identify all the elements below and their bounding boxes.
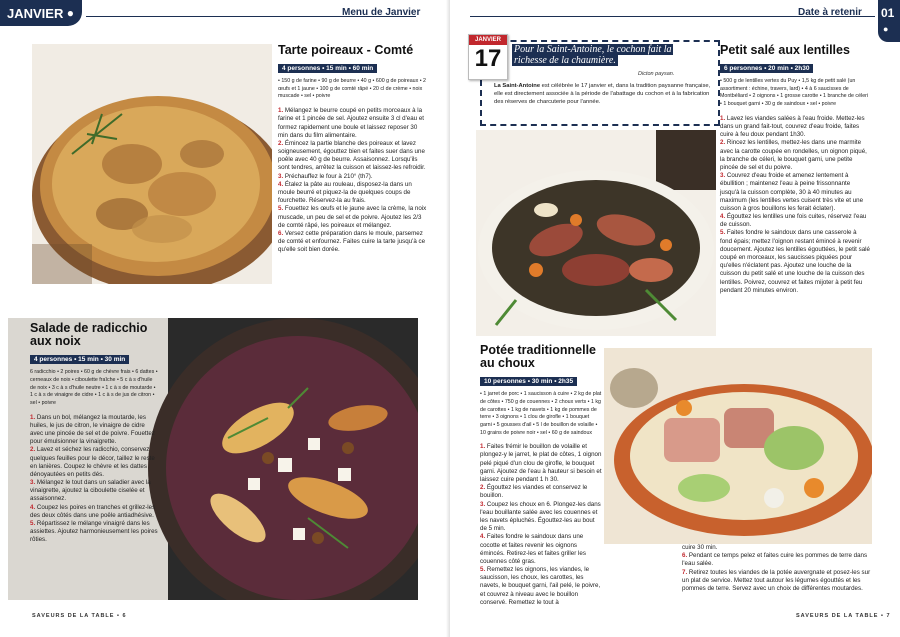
pot-icon: ● xyxy=(66,6,74,20)
ingredients: • 150 g de farine • 90 g de beurre • 40 g • 600 g de poireaux • 2 œufs et 1 jaune • 100 g de comté râpé • 20 cl de crème • noix muscade • sel • poivre xyxy=(278,78,426,100)
photo-petit-sale-lentilles xyxy=(476,130,716,336)
recipe-step xyxy=(278,107,428,140)
step-number: 4. xyxy=(30,503,37,511)
recipe-step xyxy=(30,520,158,545)
step-number: 2. xyxy=(480,484,487,492)
page-tab-label: 01 xyxy=(881,6,895,20)
recipe-step xyxy=(480,566,602,607)
step-text: Dans un bol, mélangez la moutarde, les huiles, le jus de citron, le vinaigre de cidre avec une pincée de sel et de poivre. Fouettez pour émulsionner la vinaigrette. xyxy=(30,413,155,446)
recipe-step xyxy=(278,230,428,255)
pot-icon: ● xyxy=(883,24,889,34)
tarte-illustration xyxy=(32,44,272,284)
step-number: 2. xyxy=(278,139,285,147)
recipe-step xyxy=(30,504,158,520)
recipe-step xyxy=(682,544,874,552)
recipe-step xyxy=(278,181,428,206)
step-number: 4. xyxy=(720,213,727,221)
step-number: 3. xyxy=(30,479,37,487)
step-text: Remettez les oignons, les viandes, le saucisson, les choux, les carottes, les navets, le bouquet garni, l'ail pelé, le poivre, et couvrez à niveau avec le bouillon conservé. Remettez le tout à xyxy=(480,566,601,606)
recipe-step xyxy=(720,115,870,140)
step-text: Coupez les poires en tranches et grillez-les des deux côtés dans une poêle antiadhésive. xyxy=(30,503,156,519)
petit-sale-illustration xyxy=(476,130,716,336)
step-text: Rincez les lentilles, mettez-les dans une marmite avec la carotte coupée en rondelles, un oignon piqué, la branche de céleri, le bouquet garni, une petite pincée de sel et du poivre. xyxy=(720,139,867,171)
right-page xyxy=(450,0,900,637)
recipe-step xyxy=(480,484,602,500)
recipe-steps xyxy=(480,443,602,607)
step-number: 4. xyxy=(278,180,285,188)
recipe-step xyxy=(30,446,158,479)
calendar-day: 17 xyxy=(474,45,502,72)
step-text: Faites fondre le saindoux dans une cocotte et faites revenir les oignons émincés. Retirez-les et faites griller les couennes côté gras. xyxy=(480,533,586,565)
recipe-steps xyxy=(278,107,428,254)
recipe-petit-sale xyxy=(720,44,870,295)
step-number: 5. xyxy=(720,229,727,237)
step-text: cuire 30 min. xyxy=(682,544,718,551)
step-number: 2. xyxy=(720,139,727,147)
month-tab-label: JANVIER xyxy=(7,6,64,21)
step-text: Répartissez le mélange vinaigré dans les assiettes. Ajoutez harmonieusement les poires rôties. xyxy=(30,520,158,544)
step-number: 1. xyxy=(278,107,285,115)
recipe-title: Potée traditionnelle au choux xyxy=(480,343,596,371)
recipe-meta-badge: 10 personnes • 30 min • 2h35 xyxy=(480,377,577,386)
saint-antoine-bold: La Saint-Antoine xyxy=(494,83,541,89)
step-number: 3. xyxy=(720,172,727,180)
recipe-step xyxy=(682,569,874,594)
step-text: Coupez les choux en 6. Plongez-les dans l'eau bouillante salée avec les couennes et les navets épluchés. Égouttez-les au bout de 5 min. xyxy=(480,500,601,533)
recipe-step xyxy=(720,213,870,229)
recipe-meta-badge: 6 personnes • 20 min • 2h30 xyxy=(720,64,813,73)
step-text: Couvrez d'eau froide et amenez lentement à ébullition ; maintenez l'eau à peine frissonnante jusqu'à la cuisson complète, 30 à 40 minutes au maximum (les lentilles vertes cuisent très vite et une cuisson à gros bouillons les ferait éclater). xyxy=(720,172,864,212)
recipe-potee xyxy=(480,344,602,607)
page-tab xyxy=(878,0,900,42)
month-tab xyxy=(0,0,82,26)
dicton-credit: Dicton paysan. xyxy=(638,71,675,77)
step-number: 1. xyxy=(30,413,37,421)
step-number: 3. xyxy=(278,172,285,180)
dicton-line-1: Pour la Saint-Antoine, le cochon fait la xyxy=(514,44,672,55)
recipe-step xyxy=(480,443,602,484)
step-number: 1. xyxy=(480,443,487,451)
recipe-step xyxy=(480,533,602,566)
step-text: Versez cette préparation dans le moule, parsemez de comté et enfournez. Faites cuire la tarte jusqu'à ce qu'elle soit bien dorée. xyxy=(278,229,426,254)
saint-antoine-body: est célébrée le 17 janvier et, dans la tradition paysanne française, elle est directement associée à la période de l'abattage du cochon et à la fabrication des réserves de charcuterie pour l'année. xyxy=(494,83,711,105)
recipe-step xyxy=(30,414,158,447)
calendar-icon xyxy=(468,34,508,80)
recipe-title: Petit salé aux lentilles xyxy=(720,43,850,57)
recipe-title: Tarte poireaux - Comté xyxy=(278,43,414,57)
step-text: Préchauffez le four à 210° (th7). xyxy=(284,172,373,180)
step-text: Fouettez les œufs et le jaune avec la crème, la noix muscade, un peu de sel et de poivre. Ajoutez les 2/3 de comté râpé, les poireaux et mélangez. xyxy=(278,205,427,229)
step-number: 5. xyxy=(480,566,487,574)
step-number: 6. xyxy=(682,552,689,560)
step-number: 6. xyxy=(278,229,285,237)
step-text: Égouttez les lentilles une fois cuites, réservez l'eau de cuisson. xyxy=(720,213,867,229)
photo-tarte-poireaux xyxy=(32,44,272,284)
step-number: 3. xyxy=(480,500,487,508)
step-text: Retirez toutes les viandes de la potée auvergnate et posez-les sur un plat de service. Mettez tout autour les légumes égouttés et les pommes de terre. Servez avec un choix de différentes moutardes. xyxy=(682,568,871,592)
photo-potee-choux xyxy=(604,348,872,544)
recipe-step xyxy=(278,205,428,230)
saint-antoine-text xyxy=(494,83,714,106)
recipe-step xyxy=(720,139,870,172)
recipe-tarte xyxy=(278,44,428,255)
dicton-line-2: richesse de la chaumière. xyxy=(514,55,616,66)
recipe-salade xyxy=(30,322,158,545)
step-text: Mélangez le beurre coupé en petits morceaux à la farine et 1 pincée de sel. Ajoutez ensuite 3 cl d'eau et formez rapidement une boule et laissez reposer 30 min dans du film alimentaire. xyxy=(278,107,424,139)
step-text: Égouttez les viandes et conservez le bouillon. xyxy=(480,484,588,500)
step-text: Pendant ce temps pelez et faites cuire les pommes de terre dans l'eau salée. xyxy=(682,552,868,568)
step-number: 4. xyxy=(480,533,487,541)
recipe-step xyxy=(480,501,602,534)
recipe-step xyxy=(278,173,428,181)
step-text: Lavez et séchez les radicchio, conservez quelques feuilles pour le décor, taillez le reste en lanières. Coupez le chèvre et les dattes dénoyautées en petits dés. xyxy=(30,446,155,478)
step-text: Lavez les viandes salées à l'eau froide. Mettez-les dans un grand fait-tout, couvrez d'eau froide, faites cuire à feu doux pendant 1h30. xyxy=(720,114,865,139)
ingredients: • 500 g de lentilles vertes du Puy • 1,5 kg de petit salé (un assortiment : échine, travers, lard) • 4 à 6 saucisses de Montbéliard • 2 oignons • 1 grosse carotte • 1 branche de céleri • 1 bouquet garni • 30 g de saindoux • sel • poivre xyxy=(720,78,869,108)
left-header-title: Menu de Janvier xyxy=(342,7,421,18)
footer-right: SAVEURS DE LA TABLE • 7 xyxy=(796,613,891,619)
recipe-steps xyxy=(720,115,870,295)
dicton-quote xyxy=(512,44,712,66)
recipe-step xyxy=(30,479,158,504)
recipe-meta-badge: 4 personnes • 15 min • 30 min xyxy=(30,355,129,364)
recipe-step xyxy=(720,172,870,213)
calendar-month: JANVIER xyxy=(469,35,507,45)
step-text: Faites frémir le bouillon de volaille et plongez-y le jarret, le plat de côtes, 1 oignon pelé piqué d'un clou de girofle, le bouquet garni. Ajoutez de l'eau à hauteur si besoin et laissez cuire pendant 1 h 30. xyxy=(480,443,602,484)
step-text: Faites fondre le saindoux dans une casserole à fond épais; mettez l'oignon restant émincé à revenir doucement. Ajoutez les lentilles égouttées, le petit salé coupé en morceaux, les saucisses piquées pour qu'elles n'éclatent pas. Ajoutez une louche de la cuisson du petit salé et une louche de la cuisson des lentilles. Poivrez, couvrez et faites mijoter à petit feu pendant 20 minutes environ. xyxy=(720,229,870,294)
recipe-step xyxy=(682,552,874,568)
step-text: Mélangez le tout dans un saladier avec la vinaigrette, ajoutez la ciboulette ciselée et assaisonnez. xyxy=(30,479,151,503)
step-text: Émincez la partie blanche des poireaux et lavez soigneusement, égouttez bien et faites suer dans une poêle avec 40 g de beurre. Assaisonnez. Lorsqu'ils sont tendres, arrêtez la cuisson et laissez-les refroidir. xyxy=(278,139,426,172)
recipe-meta-badge: 4 personnes • 15 min • 60 min xyxy=(278,64,377,73)
step-number: 1. xyxy=(720,114,727,122)
step-number: 5. xyxy=(278,205,285,213)
step-number: 7. xyxy=(682,568,689,576)
step-number: 2. xyxy=(30,446,37,454)
recipe-steps-continued xyxy=(682,544,874,593)
step-text: Étalez la pâte au rouleau, disposez-la dans un moule beurré et piquez-la de quelques coups de fourchette. Réservez-la au frais. xyxy=(278,180,412,205)
recipe-title: Salade de radicchio aux noix xyxy=(30,321,148,349)
ingredients: • 1 jarret de porc • 1 saucisson à cuire • 2 kg de plat de côtes • 750 g de couennes • 2 choux verts • 1 kg de carottes • 1 kg de navets • 1 kg de pommes de terre • 3 oignons • 1 clou de girofle • 1 bouquet garni • 5 gousses d'ail • 5 l de bouillon de volaille • 10 grains de poivre noir • sel • 60 g de saindoux xyxy=(480,391,602,436)
footer-left: SAVEURS DE LA TABLE • 6 xyxy=(32,613,127,619)
recipe-steps xyxy=(30,414,158,545)
right-header-title: Date à retenir xyxy=(798,7,862,18)
recipe-step xyxy=(278,140,428,173)
recipe-step xyxy=(720,229,870,295)
step-number: 5. xyxy=(30,520,37,528)
ingredients: 6 radicchio • 2 poires • 60 g de chèvre frais • 6 dattes • cerneaux de noix • ciboulette fraîche • 5 c à s d'huile de noix • 3 c à s d'huile neutre • 1 c à s de moutarde • 1 c à s de vinaigre de cidre • 1 c à s de jus de citron • sel • poivre xyxy=(30,369,158,406)
potee-illustration xyxy=(604,348,872,544)
